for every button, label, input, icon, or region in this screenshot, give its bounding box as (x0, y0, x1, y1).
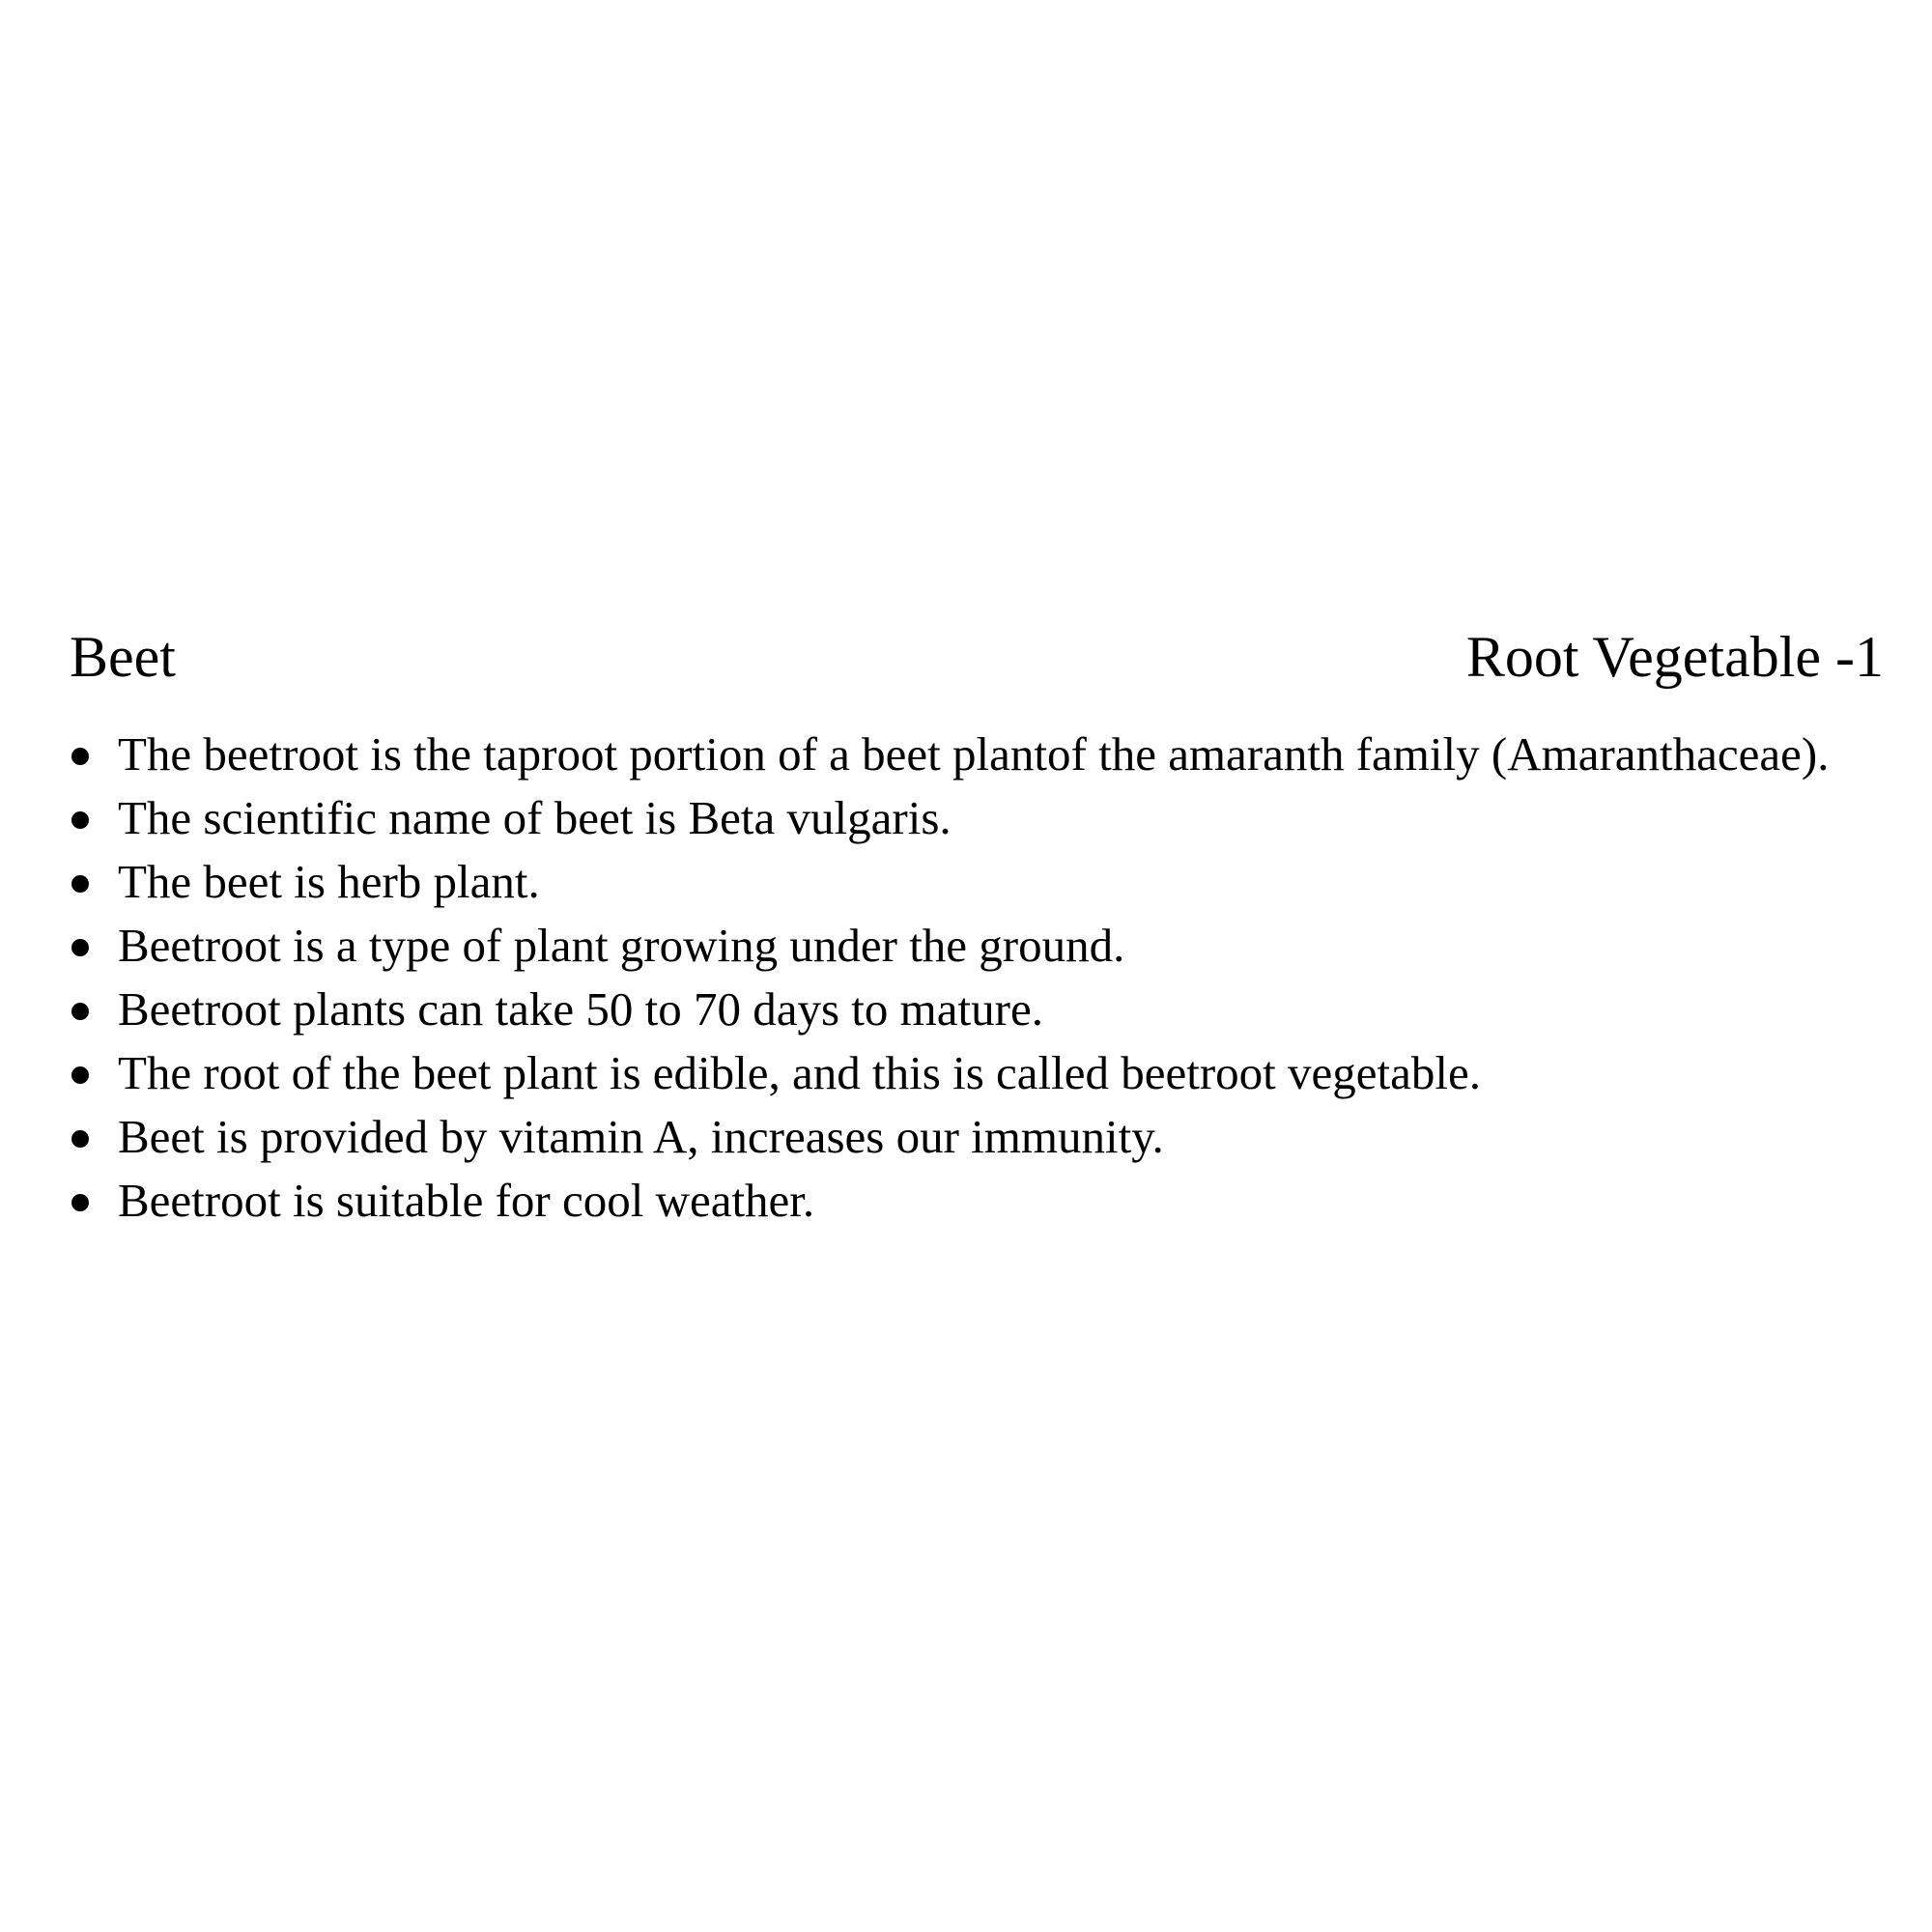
fact-text: The root of the beet plant is edible, and this is called beetroot vegetable. (118, 1046, 1481, 1099)
list-item (70, 850, 1905, 914)
bullet-icon (71, 939, 89, 956)
fact-text: Beet is provided by vitamin A, increases our immunity. (118, 1110, 1164, 1163)
bullet-icon (71, 1003, 89, 1020)
document-header (70, 618, 1884, 696)
list-item (70, 978, 1905, 1041)
document-title: Beet (70, 625, 176, 689)
fact-text: Beetroot is a type of plant growing under the ground. (118, 919, 1125, 972)
list-item (70, 1105, 1905, 1169)
bullet-icon (71, 1066, 89, 1084)
facts-list (70, 723, 1905, 1233)
fact-text: Beetroot is suitable for cool weather. (118, 1174, 815, 1227)
bullet-icon (71, 875, 89, 893)
fact-text: The scientific name of beet is Beta vulgaris. (118, 791, 952, 844)
fact-text: The beetroot is the taproot portion of a beet plantof the amaranth family (Amaranthaceae). (118, 727, 1830, 781)
document-subject: Root Vegetable -1 (1465, 625, 1884, 689)
bullet-icon (71, 1194, 89, 1211)
bullet-icon (71, 1130, 89, 1148)
list-item (70, 1041, 1905, 1105)
fact-text: The beet is herb plant. (118, 855, 540, 908)
fact-text: Beetroot plants can take 50 to 70 days to mature. (118, 982, 1043, 1036)
list-item (70, 723, 1905, 786)
bullet-icon (71, 748, 89, 765)
list-item (70, 1169, 1905, 1233)
bullet-icon (71, 811, 89, 829)
list-item (70, 914, 1905, 978)
list-item (70, 786, 1905, 850)
